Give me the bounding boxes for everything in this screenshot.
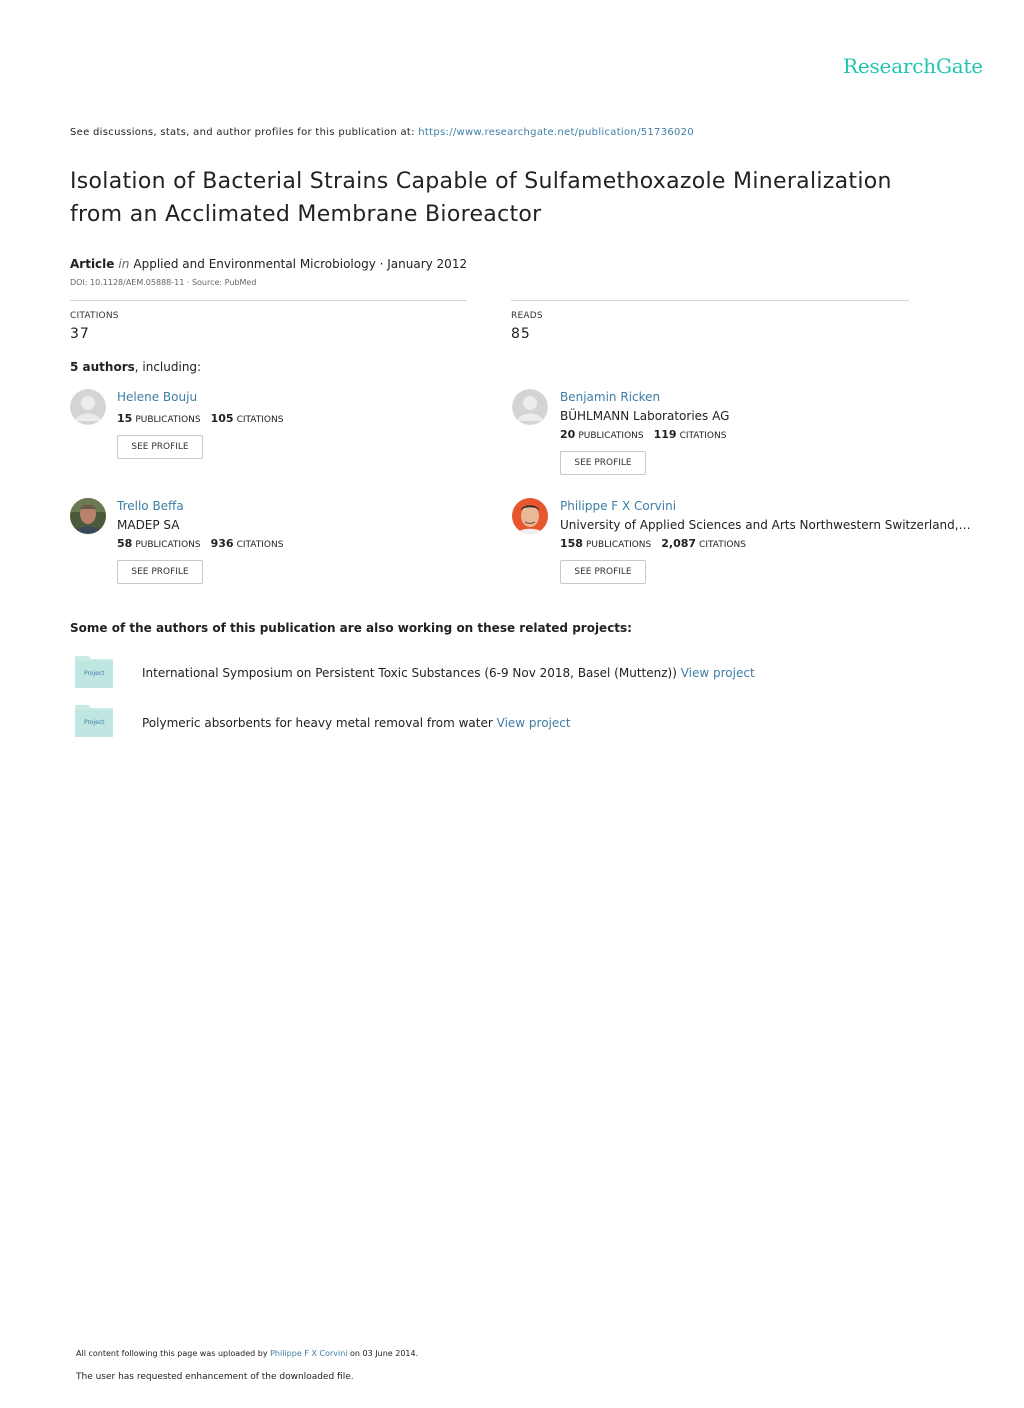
- related-projects-heading: Some of the authors of this publication are also working on these related projects:: [70, 621, 632, 635]
- author-avatar-placeholder-icon[interactable]: [70, 389, 106, 425]
- author-photo-avatar[interactable]: [512, 498, 548, 534]
- author-citations-count: 2,087: [661, 537, 697, 550]
- title-line-2: from an Acclimated Membrane Bioreactor: [70, 202, 542, 227]
- enhancement-note: The user has requested enhancement of the downloaded file.: [76, 1372, 354, 1382]
- author-stats: [117, 537, 283, 550]
- publications-label: PUBLICATIONS: [135, 540, 201, 550]
- reads-value: 85: [511, 326, 531, 342]
- author-publications-count: 20: [560, 428, 576, 441]
- author-name-link[interactable]: Benjamin Ricken: [560, 390, 661, 404]
- author-stats: [560, 428, 726, 441]
- in-word: in: [118, 257, 130, 271]
- doi-line: DOI: 10.1128/AEM.05888-11 · Source: PubMed: [70, 278, 257, 287]
- author-stats: [117, 412, 283, 425]
- project-item: [142, 716, 571, 730]
- publication-title: [70, 165, 970, 231]
- title-line-1: Isolation of Bacterial Strains Capable of Sulfamethoxazole Mineralization: [70, 169, 892, 194]
- reads-divider: [511, 300, 909, 301]
- project-title: International Symposium on Persistent Toxic Substances (6-9 Nov 2018, Basel (Muttenz)): [142, 666, 677, 680]
- authors-heading: [70, 360, 201, 374]
- author-name-link[interactable]: Philippe F X Corvini: [560, 499, 677, 513]
- upload-prefix: All content following this page was uploaded by: [76, 1349, 268, 1358]
- reads-label: READS: [511, 311, 543, 321]
- project-folder-icon[interactable]: [75, 705, 113, 737]
- citations-label: CITATIONS: [699, 540, 746, 550]
- author-name-link[interactable]: Helene Bouju: [117, 390, 198, 404]
- author-institution[interactable]: MADEP SA: [117, 518, 180, 532]
- author-citations-count: 936: [210, 537, 234, 550]
- project-title: Polymeric absorbents for heavy metal removal from water: [142, 716, 493, 730]
- publications-label: PUBLICATIONS: [135, 415, 201, 425]
- view-project-link[interactable]: View project: [496, 716, 571, 730]
- uploader-link[interactable]: Philippe F X Corvini: [270, 1349, 348, 1358]
- project-item: [142, 666, 755, 680]
- author-citations-count: 119: [653, 428, 677, 441]
- publications-label: PUBLICATIONS: [578, 431, 644, 441]
- citations-value: 37: [70, 326, 90, 342]
- see-profile-button[interactable]: SEE PROFILE: [117, 435, 203, 459]
- author-publications-count: 158: [560, 537, 583, 550]
- author-publications-count: 15: [117, 412, 133, 425]
- citations-label: CITATIONS: [70, 311, 119, 321]
- author-avatar-placeholder-icon[interactable]: [512, 389, 548, 425]
- see-profile-button[interactable]: SEE PROFILE: [560, 560, 646, 584]
- publication-meta: [70, 257, 467, 271]
- author-institution[interactable]: University of Applied Sciences and Arts Northwestern Switzerland,…: [560, 518, 971, 532]
- citations-label: CITATIONS: [679, 431, 727, 441]
- citations-divider: [70, 300, 467, 301]
- author-citations-count: 105: [210, 412, 234, 425]
- view-project-link[interactable]: View project: [680, 666, 755, 680]
- upload-note: [76, 1349, 418, 1358]
- publications-label: PUBLICATIONS: [585, 540, 652, 550]
- authors-count: 5 authors: [70, 360, 135, 374]
- citations-label: CITATIONS: [236, 540, 284, 550]
- author-name-link[interactable]: Trello Beffa: [117, 499, 184, 513]
- discuss-text: See discussions, stats, and author profiles for this publication at:: [70, 127, 415, 138]
- discuss-line: [70, 127, 694, 138]
- author-institution[interactable]: BÜHLMANN Laboratories AG: [560, 409, 730, 423]
- authors-suffix: , including:: [134, 360, 202, 374]
- author-publications-count: 58: [117, 537, 133, 550]
- citations-label: CITATIONS: [236, 415, 284, 425]
- see-profile-button[interactable]: SEE PROFILE: [560, 451, 646, 475]
- see-profile-button[interactable]: SEE PROFILE: [117, 560, 203, 584]
- project-icon-label: Project: [84, 670, 105, 677]
- journal-name[interactable]: Applied and Environmental Microbiology · January 2012: [133, 257, 468, 271]
- project-folder-icon[interactable]: [75, 656, 113, 688]
- publication-url-link[interactable]: https://www.researchgate.net/publication/51736020: [418, 127, 695, 138]
- researchgate-logo[interactable]: ResearchGate: [843, 54, 983, 78]
- author-stats: [560, 537, 746, 550]
- upload-suffix: on 03 June 2014.: [350, 1349, 419, 1358]
- publication-type: Article: [70, 257, 115, 271]
- author-photo-avatar[interactable]: [70, 498, 106, 534]
- project-icon-label: Project: [84, 719, 105, 726]
